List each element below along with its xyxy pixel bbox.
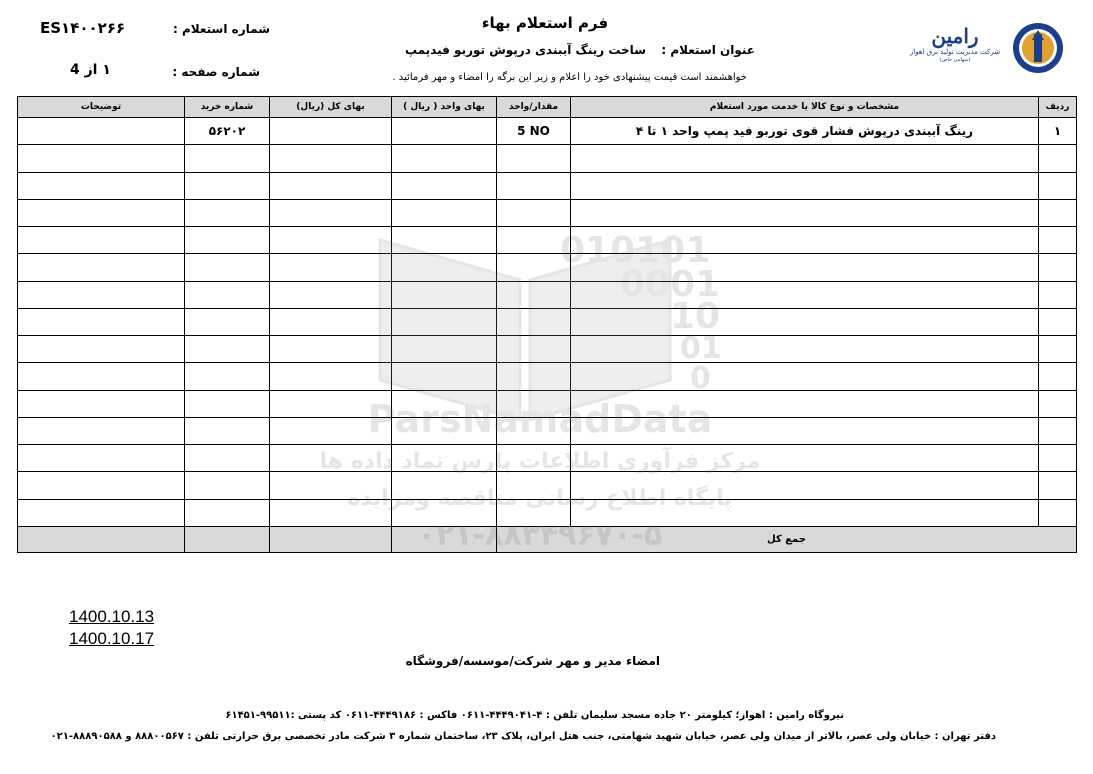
watermark-line2: پایگاه اطلاع رسانی مناقصه ومزایده: [347, 486, 733, 511]
table-row-empty: [18, 472, 1077, 499]
table-row-empty: [18, 445, 1077, 472]
table-row-empty: [18, 227, 1077, 254]
inquiry-number-label: شماره استعلام :: [173, 22, 270, 36]
total-unit-price: [392, 526, 497, 552]
table-row-empty: [18, 499, 1077, 526]
total-price: [270, 526, 392, 552]
watermark-binary-3: 10: [670, 296, 721, 337]
table-row-empty: [18, 172, 1077, 199]
brand-note: (سهامی خاص): [939, 57, 971, 63]
table-header-row: [18, 97, 1077, 118]
cell-unit-price: [392, 118, 497, 145]
subject-label: عنوان استعلام :: [661, 43, 755, 57]
cell-row-no: ۱: [1039, 118, 1077, 145]
col-total-price: بهای کل (ریال): [270, 97, 392, 118]
table-row-empty: [18, 336, 1077, 363]
signature-label: امضاء مدیر و مهر شرکت/موسسه/فروشگاه: [405, 654, 660, 668]
watermark-name: ParsNamadData: [367, 397, 713, 441]
watermark-binary-4: 01: [680, 331, 722, 366]
table-row: [18, 118, 1077, 145]
table-row-empty: [18, 417, 1077, 444]
table-row-empty: [18, 145, 1077, 172]
brand-subtitle: شرکت مدیریت تولید برق اهواز: [909, 48, 1001, 56]
brand-block: [905, 24, 1005, 64]
cell-purchase-no: ۵۶۲۰۲: [185, 118, 270, 145]
page-number-label: شماره صفحه :: [172, 65, 260, 79]
col-purchase-no: شماره خرید: [185, 97, 270, 118]
subject-value: ساخت رینگ آببندی درپوش توربو فیدپمپ: [404, 43, 646, 57]
table-row-empty: [18, 199, 1077, 226]
cell-total-price: [270, 118, 392, 145]
watermark-binary-1: 010101: [560, 230, 711, 271]
cell-notes: [18, 118, 185, 145]
inquiry-table: [17, 96, 1077, 553]
table-row-empty: [18, 363, 1077, 390]
col-unit-price: بهای واحد ( ریال ): [392, 97, 497, 118]
col-notes: توضیحات: [18, 97, 185, 118]
total-label: جمع کل: [497, 526, 1077, 552]
cell-quantity: 5 NO: [497, 118, 571, 145]
table-row-empty: [18, 308, 1077, 335]
total-purchase-no: [185, 526, 270, 552]
brand-name: رامین: [931, 24, 979, 48]
watermark-line1: مرکز فرآوری اطلاعات پارس نماد داده ها: [319, 449, 761, 474]
table-row-empty: [18, 254, 1077, 281]
date-1: 1400.10.13: [69, 607, 155, 626]
col-description: مشخصات و نوع کالا یا خدمت مورد استعلام: [571, 97, 1039, 118]
form-title: فرم استعلام بهاء: [481, 14, 609, 32]
watermark-binary-5: 0: [690, 361, 711, 396]
total-notes: [18, 526, 185, 552]
request-text: خواهشمند است قیمت پیشنهادی خود را اعلام و زیر این برگه را امضاء و مهر فرمائید .: [392, 72, 747, 83]
cell-description: رینگ آببندی درپوش فشار قوی توربو فید پمپ واحد ۱ تا ۴: [571, 118, 1039, 145]
col-row-no: ردیف: [1039, 97, 1077, 118]
company-logo: [1012, 22, 1064, 74]
inquiry-number-value: ES۱۴۰۰۲۶۶: [40, 19, 126, 37]
table-row-empty: [18, 390, 1077, 417]
date-2: 1400.10.17: [69, 629, 155, 648]
watermark-binary-2: 0001: [620, 264, 721, 305]
plant-address: نیروگاه رامین : اهواز؛ کیلومتر ۲۰ جاده مسجد سلیمان تلفن : ۴-۴۴۴۹۰۴۱-۰۶۱۱ فاکس : ۴۴۴۹۱۸۶-۰۶۱۱ کد پستی :۹۹۵۱۱-۶۱۴۵۱: [225, 710, 844, 721]
page-number-value: ۱ از 4: [70, 62, 111, 78]
total-row: [18, 526, 1077, 552]
col-quantity: مقدار/واحد: [497, 97, 571, 118]
tehran-address: دفتر تهران : خیابان ولی عصر، بالاتر از میدان ولی عصر، خیابان شهید شهامتی، جنب هتل ایران، پلاک ۲۳، ساختمان شماره ۳ شرکت مادر تخصصی برق حرارتی تلفن : ۸۸۸۰۰۵۶۷ و ۸۸۸۹۰۵۸۸-۰۲۱: [50, 731, 996, 742]
table-row-empty: [18, 281, 1077, 308]
